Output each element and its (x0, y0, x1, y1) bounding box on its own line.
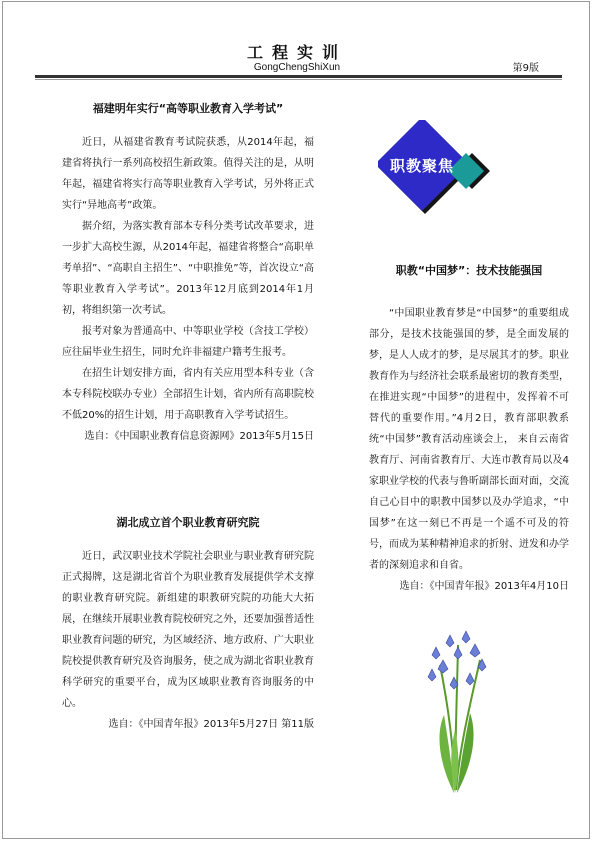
issue-number: 第9版 (512, 63, 539, 74)
paragraph: 近日，武汉职业技术学院社会职业与职业教育研究院正式揭牌，这是湖北省首个为职业教育发展提供学术支撑的职业教育研究院。新组建的职教研究院的功能大大拓展，在继续开展职业教育院校研究之外，还要加强普适性职业教育问题的研究，为区域经济、地方政府、广大职业院校提供教育研究及咨询服务，使之成为湖北省职业教育科学研究的重要平台，成为区域职业教育咨询服务的中心。 (62, 551, 314, 709)
paragraph: 在招生计划安排方面，省内有关应用型本科专业（含本专科院校联办专业）全部招生计划，省内所有高职院校不低20%的招生计划，用于高职教育入学考试招生。 (62, 368, 314, 421)
article-source: 选自：《中国青年报》2013年5月27日 第11版 (108, 719, 314, 730)
paragraph: 近日，从福建省教育考试院获悉，从2014年起，福建省将执行一系列高校招生新政策。值得关注的是，从明年起，福建省将实行高等职业教育入学考试，另外将正式实行“异地高考”政策。 (62, 137, 314, 211)
paragraph: 据介绍，为落实教育部本专科分类考试改革要求，进一步扩大高校生源，从2014年起，福建省将整合“高职单考单招”、“高职自主招生”、“中职推免”等，首次设立“高等职业教育入学考试”。2013年12月底到2014年1月初，将组织第一次考试。 (62, 221, 314, 316)
article-fujian (62, 98, 314, 447)
paragraph: 报考对象为普通高中、中等职业学校（含技工学校）应往届毕业生招生，同时允许非福建户籍考生报考。 (62, 326, 314, 358)
article-title: 福建明年实行“高等职业教育入学考试” (92, 102, 284, 115)
newsletter-title: 工程实训 (246, 43, 347, 62)
paragraph: “中国职业教育梦是“中国梦”的重要组成部分，是技术技能强国的梦，是全面发展的梦，是人人成才的梦，是尽展其才的梦。职业教育作为与经济社会联系最密切的教育类型，在推进实现“中国梦”的进程中，发挥着不可替代的重要作用。”4月2日，教育部职教系统“中国梦”教育活动座谈会上， 来自云南省教育厅、河南省教育厅、大连市教育局以及4家职业学校的代表与鲁昕副部长面对面，交流自己心目中的职教中国梦以及办学追求，“中国梦”在这一刻已不再是一个遥不可及的符号，而成为某种精神追求的折射、迸发和办学者的深刻追求和自省。 (369, 308, 569, 571)
flower-illustration (410, 625, 500, 795)
article-title: 职教“中国梦”：技术技能强国 (395, 264, 543, 277)
newsletter-pinyin: GongChengShiXun (253, 62, 341, 73)
header-rule-thin (35, 79, 562, 80)
article-hubei (62, 512, 314, 735)
header-rule (35, 75, 562, 78)
article-source: 选自：《中国青年报》2013年4月10日 (399, 581, 569, 592)
column-logo-text: 职教聚焦 (389, 157, 454, 175)
article-source: 选自：《中国职业教育信息资源网》2013年5月15日 (84, 431, 314, 442)
article-title: 湖北成立首个职业教育研究院 (116, 516, 260, 529)
article-chinese-dream (369, 260, 569, 597)
